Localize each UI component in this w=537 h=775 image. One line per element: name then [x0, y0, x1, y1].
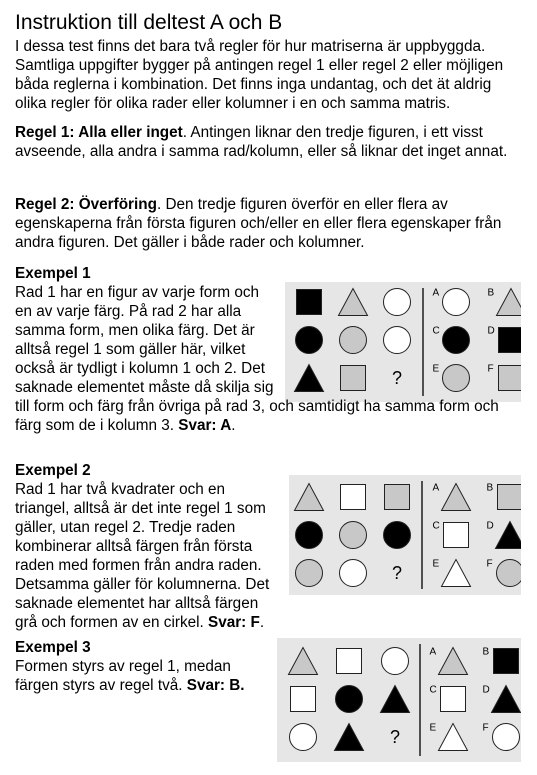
option-letter-b: B	[482, 646, 490, 658]
option-c-square-white	[441, 687, 466, 712]
option-letter-c: C	[432, 325, 440, 337]
example-2-end: .	[259, 614, 265, 631]
option-d-triangle-black	[492, 686, 521, 713]
matrix-cell-circle-black	[336, 686, 363, 713]
example-2-answer: Svar: F	[208, 614, 260, 631]
rule-2-text: . Den tredje figuren överför en eller flera av egenskaperna från första figuren och/eller en eller flera egenskaper från andra figuren. Det gäller i både rader och kolumner.	[15, 196, 502, 251]
example-3-body: Formen styrs av regel 1, medan färgen styrs av regel två.	[15, 658, 231, 694]
example-1-answer: Svar: A	[178, 417, 232, 434]
example-1-end: .	[231, 417, 236, 434]
option-letter-a: A	[432, 287, 440, 299]
example-3-answer: Svar: B.	[186, 677, 245, 694]
option-letter-c: C	[429, 684, 437, 696]
option-letter-b: B	[487, 287, 495, 299]
option-a-triangle-gray	[439, 648, 468, 675]
rule-1-label: Regel 1: Alla eller inget	[15, 124, 183, 141]
example-2-body: Rad 1 har två kvadrater och en triangel, alltså är det inte regel 1 som gäller, utan regel 2. Tredje raden kombinerar alltså färgen från första raden med formen från andra raden. Detsamma gäller för kolumnerna. Det saknade elementet har alltså färgen grå och formen av en cirkel.	[15, 481, 270, 631]
example-1-body: Rad 1 har en figur av varje form och en av varje färg. På rad 2 har alla samma form, men olika färg. Det är alltså regel 1 som gäller här, vilket också är tydligt i kolumn 1 och 2. Det saknade elementet måste då skilja sig till form och färg från övriga på rad 3, och samtidigt ha samma form och färg som de i kolumn 3.	[15, 284, 499, 434]
example-1-text	[15, 283, 525, 435]
option-e-triangle-white	[439, 724, 468, 751]
option-letter-b: B	[486, 482, 494, 494]
example-1-heading: Exempel 1	[15, 265, 91, 282]
option-letter-e: E	[429, 722, 437, 734]
matrix-cell-circle-white	[382, 648, 409, 675]
matrix-cell-triangle-black	[381, 686, 410, 713]
option-letter-d: D	[487, 325, 495, 337]
option-b-square-black	[494, 649, 519, 674]
option-letter-d: D	[482, 684, 490, 696]
example-2-heading: Exempel 2	[15, 462, 91, 479]
missing-cell: ?	[391, 368, 403, 388]
matrix-cell-triangle-black	[335, 724, 364, 751]
rule-2-label: Regel 2: Överföring	[15, 196, 157, 213]
option-letter-f: F	[482, 722, 489, 734]
missing-cell: ?	[391, 563, 403, 583]
matrix-cell-circle-white	[290, 724, 317, 751]
option-letter-a: A	[429, 646, 437, 658]
option-letter-e: E	[432, 363, 440, 375]
example-3-matrix	[277, 638, 521, 762]
page-title: Instruktion till deltest A och B	[15, 11, 283, 34]
matrix-cell-triangle-gray	[289, 648, 318, 675]
matrix-cell-square-white	[291, 687, 316, 712]
option-letter-d: D	[486, 520, 494, 532]
option-letter-c: C	[432, 520, 440, 532]
rule-1-paragraph	[15, 123, 520, 161]
option-letter-f: F	[487, 363, 494, 375]
missing-cell: ?	[389, 727, 401, 747]
option-letter-f: F	[486, 558, 493, 570]
example-3-text	[15, 657, 265, 695]
option-letter-a: A	[432, 482, 440, 494]
rule-1-text: . Antingen liknar den tredje figuren, i ett visst avseende, alla andra i samma rad/kolumn, eller så liknar det inget annat.	[15, 124, 508, 160]
matrix-cell-square-white	[337, 649, 362, 674]
option-letter-e: E	[432, 558, 440, 570]
rule-2-paragraph	[15, 195, 520, 252]
intro-paragraph: I dessa test finns det bara två regler för hur matriserna är uppbyggda. Samtliga uppgifter bygger på antingen regel 1 eller regel 2 eller möjligen båda reglerna i kombination. Det finns inga undantag, och det ät aldrig olika regler för olika rader eller kolumner i en och samma matris.	[15, 38, 504, 112]
option-f-circle-white	[493, 724, 520, 751]
example-2-text	[15, 480, 525, 632]
example-3-heading: Exempel 3	[15, 639, 91, 656]
